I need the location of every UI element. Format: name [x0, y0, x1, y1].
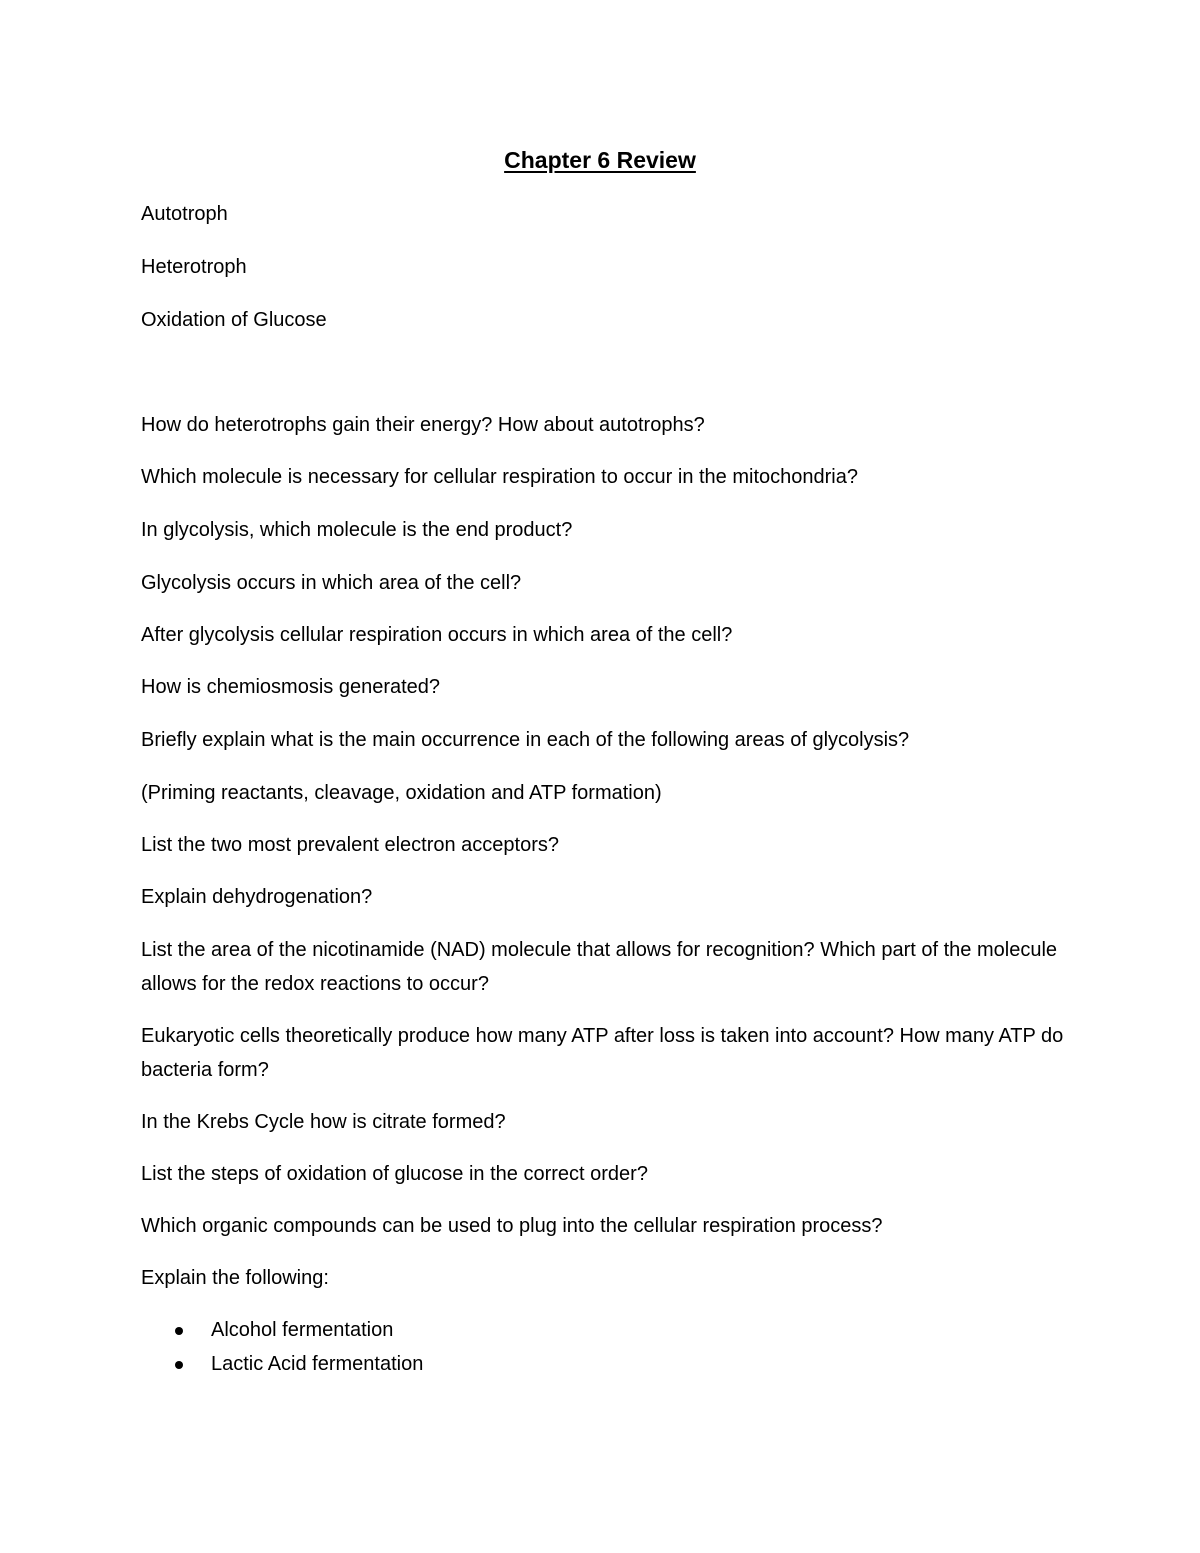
term-oxidation-of-glucose: Oxidation of Glucose [141, 309, 327, 331]
question-item: (Priming reactants, cleavage, oxidation and ATP formation) [141, 782, 662, 804]
question-item: List the steps of oxidation of glucose in the correct order? [141, 1163, 648, 1185]
question-item: Which molecule is necessary for cellular respiration to occur in the mitochondria? [141, 466, 858, 488]
bullet-list [141, 1313, 423, 1381]
question-item: How is chemiosmosis generated? [141, 676, 441, 698]
term-autotroph: Autotroph [141, 203, 228, 225]
question-item: After glycolysis cellular respiration occurs in which area of the cell? [141, 624, 733, 646]
question-item: How do heterotrophs gain their energy? How about autotrophs? [141, 414, 705, 436]
question-item: In the Krebs Cycle how is citrate formed? [141, 1111, 506, 1133]
list-item-label: Alcohol fermentation [211, 1319, 394, 1341]
page-title: Chapter 6 Review [504, 147, 696, 173]
question-item: In glycolysis, which molecule is the end product? [141, 519, 573, 541]
question-item: Glycolysis occurs in which area of the cell? [141, 572, 522, 594]
question-item: Eukaryotic cells theoretically produce how many ATP after loss is taken into account? How many ATP do bacteria form? [141, 1025, 1064, 1081]
question-item: List the two most prevalent electron acceptors? [141, 834, 559, 856]
question-item: Explain the following: [141, 1267, 329, 1289]
list-item [141, 1313, 423, 1347]
question-item: List the area of the nicotinamide (NAD) molecule that allows for recognition? Which part of the molecule allows for the redox reactions to occur? [141, 939, 1058, 995]
bullet-icon [175, 1361, 183, 1369]
question-item: Briefly explain what is the main occurrence in each of the following areas of glycolysis? [141, 729, 910, 751]
term-heterotroph: Heterotroph [141, 256, 247, 278]
list-item-label: Lactic Acid fermentation [211, 1353, 424, 1375]
question-item: Explain dehydrogenation? [141, 886, 373, 908]
bullet-icon [175, 1327, 183, 1335]
question-item: Which organic compounds can be used to plug into the cellular respiration process? [141, 1215, 883, 1237]
list-item [141, 1347, 423, 1381]
